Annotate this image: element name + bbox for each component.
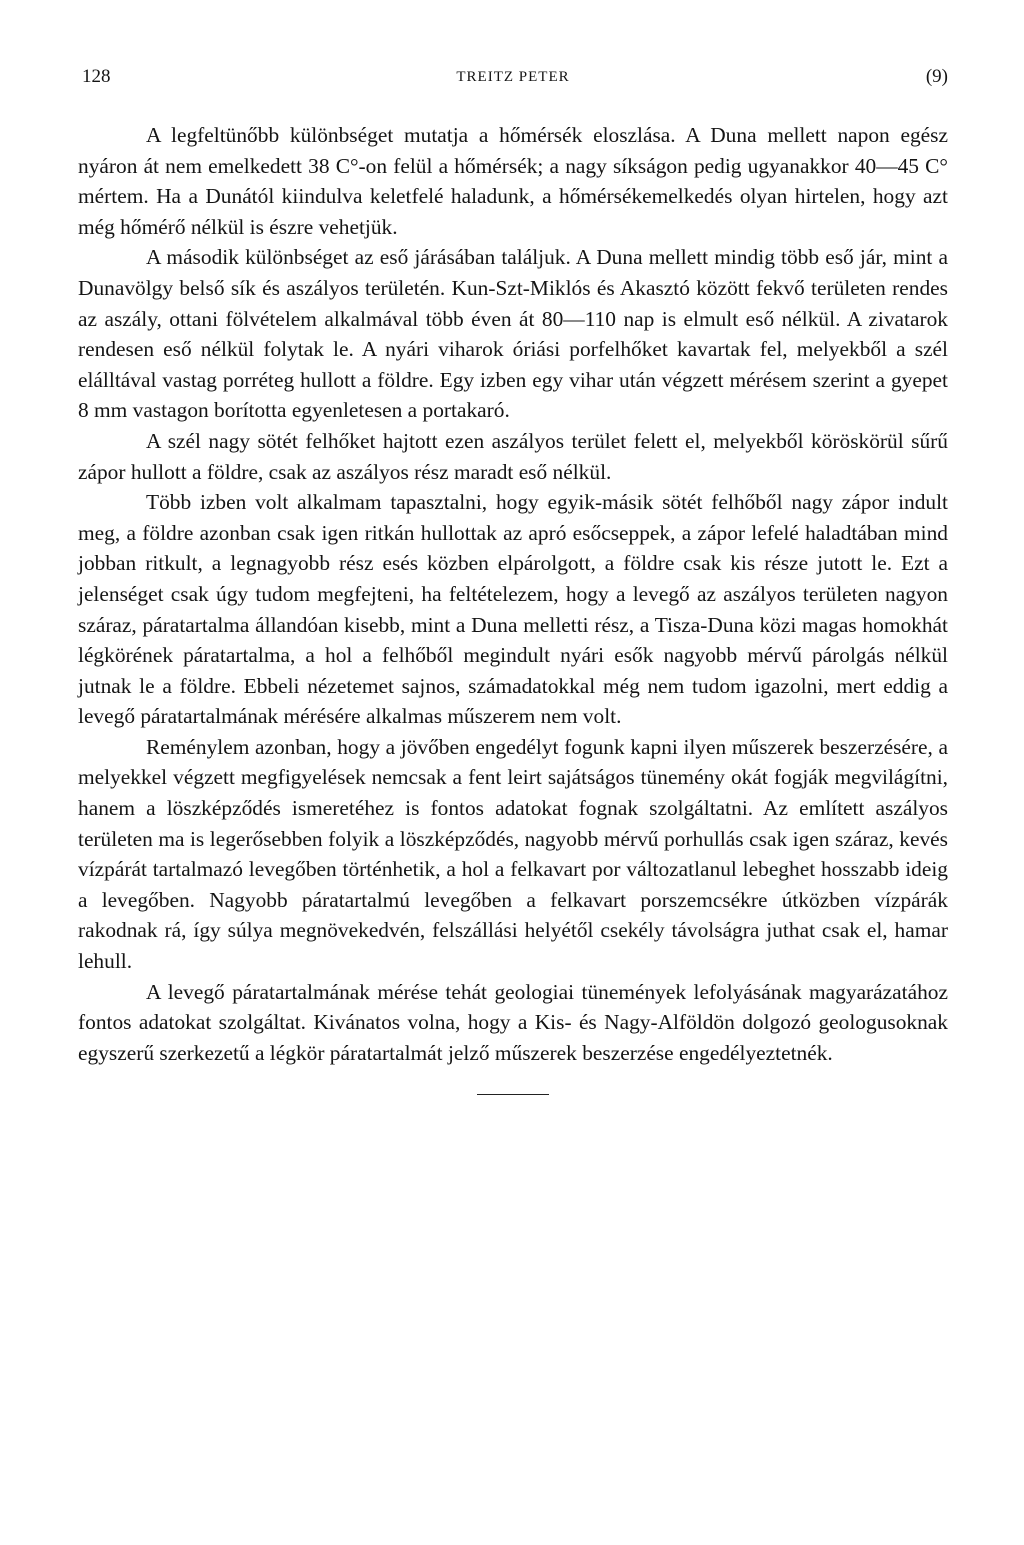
end-rule <box>477 1094 549 1095</box>
paragraph-conclusion: A levegő páratartalmának mérése tehát geologiai tünemények lefolyásának magyarázatához fontos adatokat szolgáltat. Kivánatos volna, hogy a Kis- és Nagy-Alföldön dolgozó geologusoknak egyszerű szerkezetű a légkör páratartalmát jelző műszerek beszerzése engedélyeztetnék. <box>78 979 948 1065</box>
section-number: (9) <box>925 66 948 87</box>
paragraph-evaporation: Több izben volt alkalmam tapasztalni, hogy egyik-másik sötét felhőből nagy zápor indult meg, a földre azonban csak igen ritkán hullottak az apró esőcseppek, a zápor lefelé haladtában mind jobban ritkult, a legnagyobb rész esés közben elpárolgott, a földre csak kis része jutott le. Ezt a jelenséget csak úgy tudom megfejteni, ha feltételezem, hogy a levegő az aszályos területen nagyon száraz, páratartalma állandóan kisebb, mint a Duna melletti rész, a Tisza-Duna közi magas homokhát légkörének páratartalma, a hol a felhőből megindult nyári esők nagyobb mérvű párolgás nélkül jutnak le a földre. Ebbeli nézetemet sajnos, számadatokkal még nem tudom igazolni, mert eddig a levegő páratartalmának mérésére alkalmas műszerem nem volt. <box>78 490 948 729</box>
paragraph-rainfall: A második különbséget az eső járásában találjuk. A Duna mellett mindig több eső jár, mint a Dunavölgy belső sík és aszályos területén. Kun-Szt-Miklós és Akasztó között fekvő területen rendes az aszály, ottani fölvételem alkalmával több éven át 80—110 nap is elmult eső nélkül. A zivatarok rendesen eső nélkül folytak le. A nyári viharok óriási porfelhőket kavartak fel, melyekből a szél elálltával vastag porréteg hullott a földre. Egy izben egy vihar után végzett mérésem szerint a gyepet 8 mm vastagon borította egyenletesen a portakaró. <box>78 245 948 423</box>
page-number: 128 <box>82 66 111 87</box>
paragraph-temperature: A legfeltünőbb különbséget mutatja a hőmérsék eloszlása. A Duna mellett napon egész nyáron át nem emelkedett 38 C°-on felül a hőmérsék; a nagy síkságon pedig ugyanakkor 40—45 C° mértem. Ha a Dunától kiindulva keletfelé haladunk, a hőmérsékemelkedés olyan hirtelen, hogy azt még hőmérő nélkül is észre vehetjük. <box>78 123 948 239</box>
running-title: TREITZ PETER <box>456 69 570 85</box>
paragraph-instruments: Reménylem azonban, hogy a jövőben engedélyt fogunk kapni ilyen műszerek beszerzésére, a melyekkel végzett megfigyelések nemcsak a fent leirt sajátságos tünemény okát fogják megvilágítni, hanem a löszképződés ismeretéhez is fontos adatokat fognak szolgáltatni. Az említett aszályos területen ma is legerősebben folyik a löszképződés, nagyobb mérvű porhullás csak igen száraz, kevés vízpárát tartalmazó levegőben történhetik, a hol a felkavart por változatlanul lebeghet hosszabb ideig a levegőben. Nagyobb páratartalmú levegőben a felkavart porszemcsékre útközben vízpárák rakodnak rá, így súlya megnövekedvén, felszállási helyétől csekély távolságra juthat csak el, hamar lehull. <box>78 734 948 974</box>
book-page <box>78 62 948 1095</box>
body-text <box>78 120 948 1068</box>
paragraph-clouds: A szél nagy sötét felhőket hajtott ezen aszályos terület felett el, melyekből köröskörül sűrű zápor hullott a földre, csak az aszályos rész maradt eső nélkül. <box>78 428 948 484</box>
running-head <box>78 62 948 92</box>
